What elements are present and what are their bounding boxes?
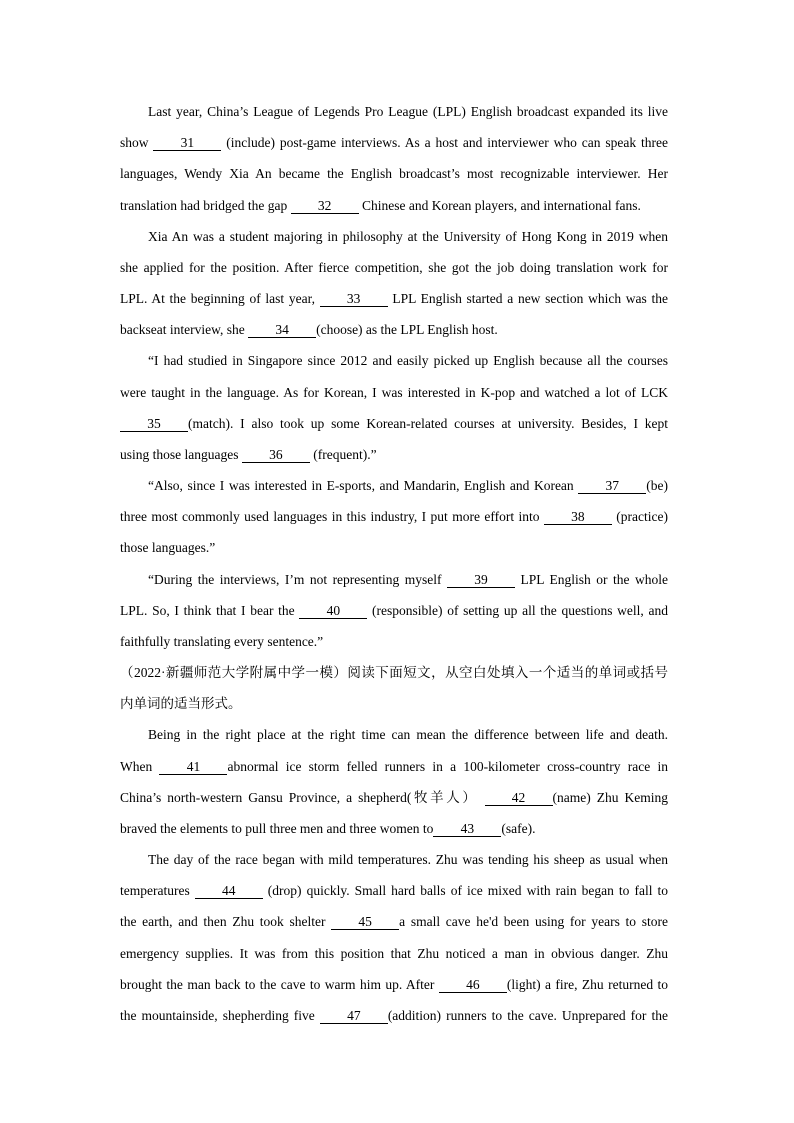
paragraph <box>120 844 668 1031</box>
text-run: LPL. So, I think that I bear the <box>120 602 300 618</box>
text-line <box>120 906 668 937</box>
text-run: “During the interviews, I’m not representing myself <box>148 571 448 587</box>
paragraph <box>120 564 668 658</box>
text-line <box>120 314 668 345</box>
text-line <box>120 532 668 563</box>
text-run: those languages.” <box>120 540 216 556</box>
text-line <box>120 564 668 595</box>
text-run: (light) a fire, Zhu returned to <box>506 976 668 992</box>
text-run: languages, Wendy Xia An became the English broadcast’s most recognizable interviewer. Her <box>120 166 668 182</box>
text-run: （2022·新疆师范大学附属中学一模）阅读下面短文，从空白处填入一个适当的单词或括号 <box>120 665 668 681</box>
text-run: Last year, China’s League of Legends Pro League (LPL) English broadcast expanded its live <box>148 104 668 119</box>
text-run: faithfully translating every sentence.” <box>120 633 324 649</box>
passage-lpl-interviewer <box>120 96 668 657</box>
exercise-instruction <box>120 657 668 719</box>
text-line <box>120 221 668 252</box>
text-run: temperatures <box>120 883 195 899</box>
text-run: “Also, since I was interested in E-sports, and Mandarin, English and Korean <box>148 478 579 494</box>
text-run: China’s north-western Gansu Province, a shepherd(牧羊人） <box>120 789 485 805</box>
text-line <box>120 127 668 158</box>
text-run: a small cave he'd been using for years to store <box>399 914 668 930</box>
text-run: Chinese and Korean players, and international fans. <box>358 197 641 213</box>
answer-blank-33: 33 <box>320 291 388 307</box>
text-line <box>120 813 668 844</box>
answer-blank-34: 34 <box>248 322 316 338</box>
text-run: three most commonly used languages in this industry, I put more effort into <box>120 509 544 525</box>
text-line <box>120 719 668 750</box>
text-line <box>120 439 668 470</box>
answer-blank-37: 37 <box>578 478 646 494</box>
paragraph <box>120 470 668 564</box>
text-run: she applied for the position. After fierce competition, she got the job doing translation work for <box>120 259 668 275</box>
text-run: LPL English or the whole <box>515 571 668 587</box>
answer-blank-47: 47 <box>320 1008 388 1024</box>
text-run: (match). I also took up some Korean-related courses at university. Besides, I kept <box>188 415 668 431</box>
text-run: Being in the right place at the right time can mean the difference between life and death. <box>148 727 668 743</box>
text-run: LPL. At the beginning of last year, <box>120 291 320 307</box>
text-run: abnormal ice storm felled runners in a 100-kilometer cross-country race in <box>227 758 669 774</box>
text-line <box>120 626 668 657</box>
text-line <box>120 158 668 189</box>
paragraph <box>120 96 668 221</box>
text-run: the mountainside, shepherding five <box>120 1007 320 1023</box>
text-run: (name) Zhu Keming <box>552 789 668 805</box>
text-run: (include) post-game interviews. As a host and interviewer who can speak three <box>221 135 668 151</box>
text-run: emergency supplies. It was from this position that Zhu noticed a man in obvious danger. Zhu <box>120 945 668 961</box>
text-run: Xia An was a student majoring in philosophy at the University of Hong Kong in 2019 when <box>148 228 668 244</box>
text-run: The day of the race began with mild temperatures. Zhu was tending his sheep as usual when <box>148 852 668 868</box>
text-line <box>120 252 668 283</box>
text-run: (addition) runners to the cave. Unprepared for the <box>387 1007 668 1023</box>
text-run: 内单词的适当形式。 <box>120 696 242 712</box>
text-line <box>120 782 668 813</box>
text-line <box>120 1000 668 1031</box>
text-run: “I had studied in Singapore since 2012 and easily picked up English because all the courses <box>148 353 668 369</box>
text-line <box>120 844 668 875</box>
answer-blank-41: 41 <box>159 759 227 775</box>
answer-blank-35: 35 <box>120 416 188 432</box>
text-run: (responsible) of setting up all the questions well, and <box>367 602 668 618</box>
text-line <box>120 938 668 969</box>
text-run: translation had bridged the gap <box>120 197 291 213</box>
text-line <box>120 470 668 501</box>
answer-blank-43: 43 <box>433 821 501 837</box>
text-run: (safe). <box>501 820 536 836</box>
paragraph <box>120 345 668 470</box>
answer-blank-36: 36 <box>242 447 310 463</box>
answer-blank-38: 38 <box>544 509 612 525</box>
text-run: backseat interview, she <box>120 322 249 338</box>
text-line <box>120 377 668 408</box>
answer-blank-44: 44 <box>195 883 263 899</box>
text-line <box>120 595 668 626</box>
text-run: brought the man back to the cave to warm him up. After <box>120 976 439 992</box>
text-line <box>120 190 668 221</box>
text-run: (practice) <box>611 509 668 525</box>
text-line <box>120 501 668 532</box>
text-run: (choose) as the LPL English host. <box>316 322 498 338</box>
text-run: show <box>120 135 154 151</box>
text-run: (drop) quickly. Small hard balls of ice mixed with rain began to fall to <box>262 883 669 899</box>
text-line <box>120 688 668 719</box>
text-line <box>120 751 668 782</box>
text-line <box>120 96 668 127</box>
text-line <box>120 345 668 376</box>
answer-blank-42: 42 <box>485 790 553 806</box>
passage-ice-storm-shepherd <box>120 719 668 1031</box>
text-run: using those languages <box>120 446 242 462</box>
answer-blank-40: 40 <box>299 603 367 619</box>
answer-blank-45: 45 <box>331 914 399 930</box>
text-line <box>120 875 668 906</box>
answer-blank-46: 46 <box>439 977 507 993</box>
text-line <box>120 283 668 314</box>
text-run: were taught in the language. As for Korean, I was interested in K-pop and watched a lot of LCK <box>120 384 668 400</box>
paragraph <box>120 221 668 346</box>
text-run: (frequent).” <box>309 446 377 462</box>
text-run: When <box>120 758 160 774</box>
answer-blank-31: 31 <box>153 135 221 151</box>
text-line <box>120 408 668 439</box>
text-line <box>120 969 668 1000</box>
text-run: braved the elements to pull three men and three women to <box>120 820 434 836</box>
text-run: LPL English started a new section which was the <box>387 291 668 307</box>
text-run: the earth, and then Zhu took shelter <box>120 914 332 930</box>
paragraph <box>120 719 668 844</box>
text-line <box>120 657 668 688</box>
answer-blank-32: 32 <box>291 198 359 214</box>
answer-blank-39: 39 <box>447 572 515 588</box>
text-run: (be) <box>646 478 668 494</box>
